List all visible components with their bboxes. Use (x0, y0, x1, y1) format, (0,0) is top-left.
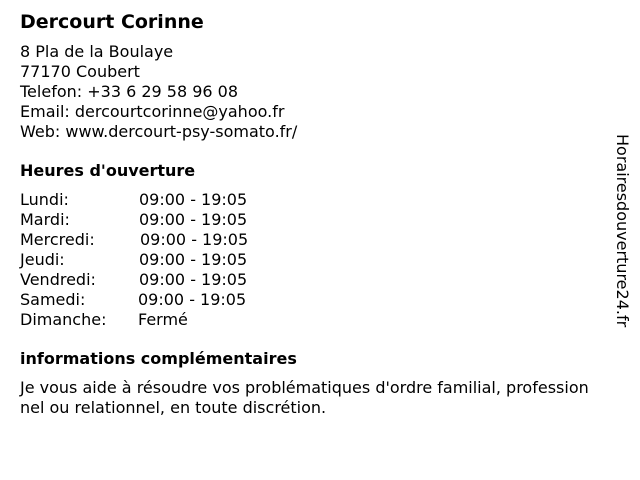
additional-info-text: Je vous aide à résoudre vos problématiques d'ordre familial, professionnel ou relationnel, en toute discrétion. (20, 378, 589, 417)
day-label: Vendredi: (20, 270, 96, 289)
day-label: Mardi: (20, 210, 70, 229)
business-card (20, 10, 600, 418)
hours-row-tuesday (20, 210, 600, 230)
day-label: Samedi: (20, 290, 86, 309)
time-range: 09:00 - 19:05 (140, 230, 249, 249)
address-block (20, 42, 600, 142)
business-name: Dercourt Corinne (20, 11, 204, 33)
opening-hours-table (20, 190, 600, 330)
time-range: 09:00 - 19:05 (139, 250, 248, 269)
time-range: 09:00 - 19:05 (138, 290, 247, 309)
opening-hours-heading: Heures d'ouverture (20, 161, 196, 180)
site-watermark: Horairesdouverture24.fr (613, 134, 632, 328)
website-address: Web: www.dercourt-psy-somato.fr/ (20, 122, 298, 141)
additional-info-heading: informations complémentaires (20, 349, 297, 368)
street-address: 8 Pla de la Boulaye (20, 42, 174, 61)
day-label: Lundi: (20, 190, 69, 209)
phone-number: Telefon: +33 6 29 58 96 08 (20, 82, 239, 101)
hours-row-friday (20, 270, 600, 290)
email-address: Email: dercourtcorinne@yahoo.fr (20, 102, 285, 121)
hours-row-sunday (20, 310, 600, 330)
time-range: 09:00 - 19:05 (139, 190, 248, 209)
hours-row-monday (20, 190, 600, 210)
hours-row-saturday (20, 290, 600, 310)
day-label: Jeudi: (20, 250, 65, 269)
postal-city: 77170 Coubert (20, 62, 140, 81)
day-label: Mercredi: (20, 230, 95, 249)
time-range: Fermé (138, 310, 188, 329)
hours-row-wednesday (20, 230, 600, 250)
time-range: 09:00 - 19:05 (139, 270, 248, 289)
day-label: Dimanche: (20, 310, 107, 329)
hours-row-thursday (20, 250, 600, 270)
time-range: 09:00 - 19:05 (139, 210, 248, 229)
